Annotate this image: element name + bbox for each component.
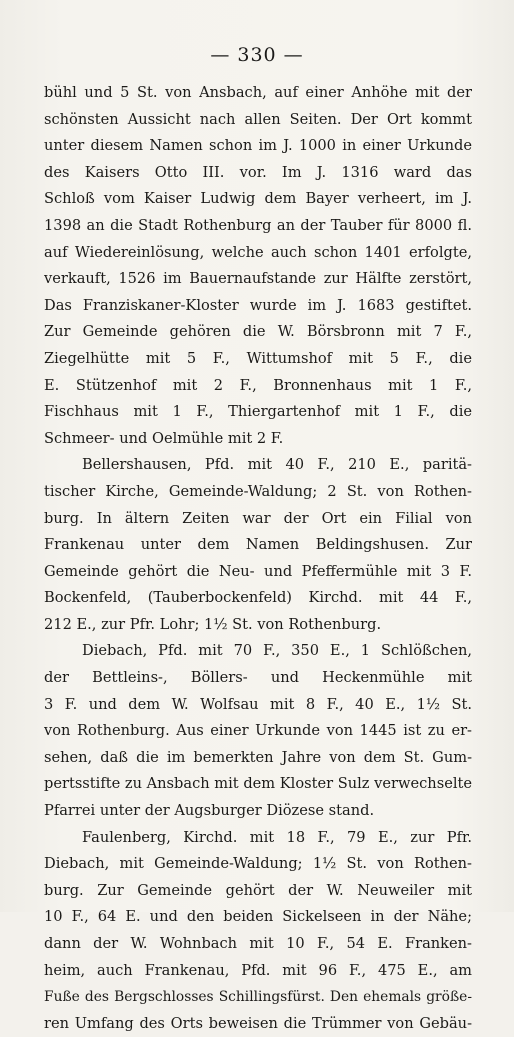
text-line: Fischhaus mit 1 F., Thiergartenhof mit 1 F., die (44, 403, 472, 421)
text-line: schönsten Aussicht nach allen Seiten. Der Ort kommt (44, 110, 472, 128)
text-line: dann der W. Wohnbach mit 10 F., 54 E. Franken- (44, 935, 472, 952)
text-line: Bellershausen, Pfd. mit 40 F., 210 E., paritä- (82, 456, 472, 474)
text-line: der Bettleins-, Böllers- und Heckenmühle mit (44, 669, 472, 687)
text-line: tischer Kirche, Gemeinde-Waldung; 2 St. von Rothen- (44, 482, 472, 500)
body-text (44, 80, 472, 1037)
text-line: auf Wiedereinlösung, welche auch schon 1401 erfolgte, (44, 243, 472, 261)
text-line: 10 F., 64 E. und den beiden Sickelseen in der Nähe; (44, 908, 472, 926)
text-line: 1398 an die Stadt Rothenburg an der Tauber für 8000 fl. (44, 216, 472, 234)
text-line: ren Umfang des Orts beweisen die Trümmer von Gebäu- (44, 1014, 472, 1032)
text-line: Frankenau unter dem Namen Beldingshusen. Zur (44, 536, 472, 554)
text-line: sehen, daß die im bemerkten Jahre von dem St. Gum- (44, 748, 472, 766)
text-line: von Rothenburg. Aus einer Urkunde von 1445 ist zu er- (44, 722, 472, 740)
text-line: des Kaisers Otto III. vor. Im J. 1316 ward das (44, 163, 472, 181)
text-line: verkauft, 1526 im Bauernaufstande zur Hälfte zerstört, (44, 270, 472, 288)
page-number: — 330 — (210, 44, 304, 66)
text-line: burg. In ältern Zeiten war der Ort ein Filial von (44, 509, 472, 527)
text-line: bühl und 5 St. von Ansbach, auf einer Anhöhe mit der (44, 84, 472, 101)
text-line: Fuße des Bergschlosses Schillingsfürst. Den ehemals größe- (44, 989, 472, 1006)
text-line: pertsstifte zu Ansbach mit dem Kloster Sulz verwechselte (44, 775, 472, 793)
text-line: E. Stützenhof mit 2 F., Bronnenhaus mit 1 F., (44, 376, 472, 394)
text-line: heim, auch Frankenau, Pfd. mit 96 F., 475 E., am (44, 961, 472, 979)
text-line: Das Franziskaner-Kloster wurde im J. 1683 gestiftet. (44, 296, 472, 314)
text-line: burg. Zur Gemeinde gehört der W. Neuweiler mit (44, 881, 472, 899)
text-line: Diebach, Pfd. mit 70 F., 350 E., 1 Schlößchen, (82, 642, 472, 660)
text-line: Pfarrei unter der Augsburger Diözese stand. (44, 802, 375, 820)
text-line: 212 E., zur Pfr. Lohr; 1½ St. von Rothenburg. (44, 615, 382, 633)
text-line: Gemeinde gehört die Neu- und Pfeffermühle mit 3 F. (44, 562, 472, 580)
text-line: Schmeer- und Oelmühle mit 2 F. (44, 429, 284, 447)
text-line: Faulenberg, Kirchd. mit 18 F., 79 E., zur Pfr. (82, 828, 472, 846)
text-line: unter diesem Namen schon im J. 1000 in einer Urkunde (44, 137, 472, 155)
text-line: Ziegelhütte mit 5 F., Wittumshof mit 5 F., die (44, 349, 472, 367)
text-line: Zur Gemeinde gehören die W. Börsbronn mit 7 F., (44, 323, 472, 341)
text-line: Schloß vom Kaiser Ludwig dem Bayer verheert, im J. (44, 190, 472, 208)
text-line: 3 F. und dem W. Wolfsau mit 8 F., 40 E., 1½ St. (44, 695, 472, 713)
text-line: Diebach, mit Gemeinde-Waldung; 1½ St. von Rothen- (44, 855, 472, 873)
text-line: Bockenfeld, (Tauberbockenfeld) Kirchd. mit 44 F., (44, 589, 472, 607)
